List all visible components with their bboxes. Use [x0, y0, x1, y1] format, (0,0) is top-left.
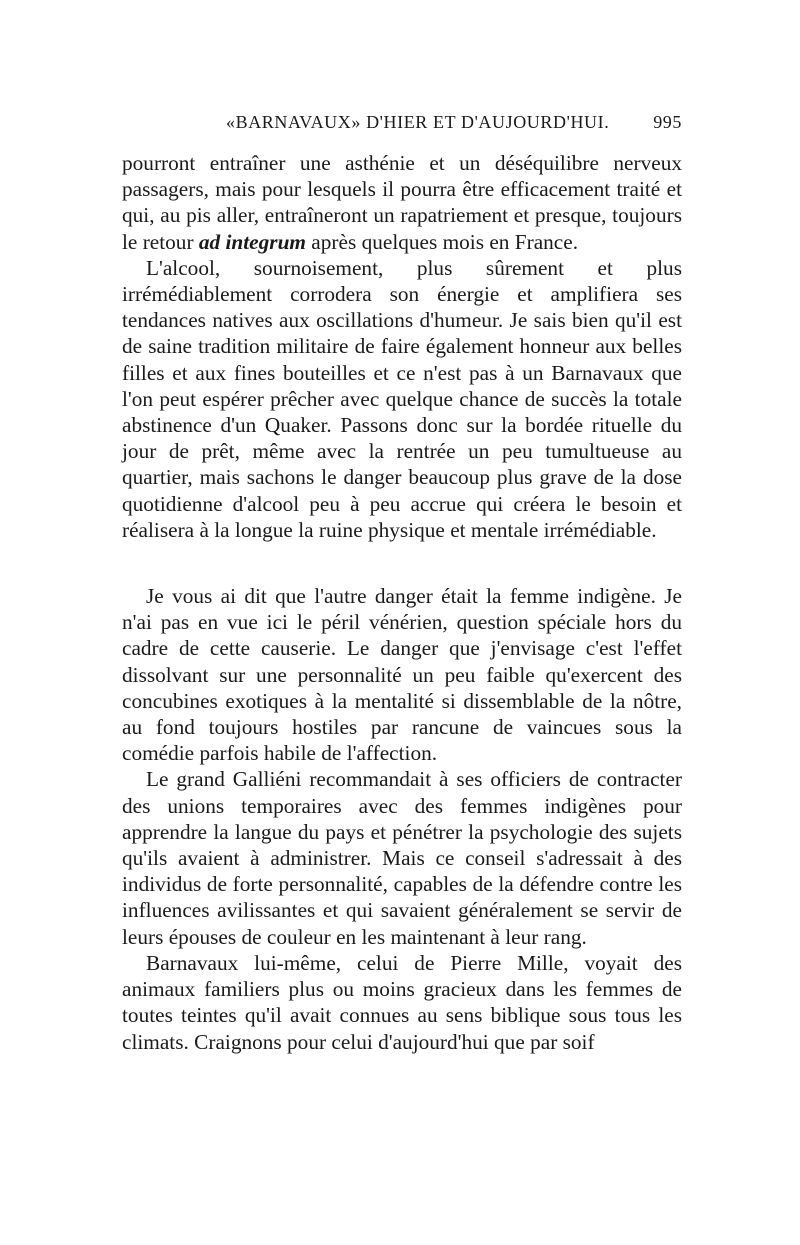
running-title: «BARNAVAUX» D'HIER ET D'AUJOURD'HUI.: [226, 112, 610, 132]
paragraph-1-text-after: après quelques mois en France.: [305, 229, 579, 254]
page-number: 995: [653, 112, 682, 132]
page-header: [122, 112, 682, 142]
body-text: [122, 150, 682, 1055]
paragraph-2: L'alcool, sournoisement, plus sûrement et plus irrémédiablement corrodera son énergie et amplifiera ses tendances natives aux oscillations d'humeur. Je sais bien qu'il est de saine tradition militaire de faire également honneur aux belles filles et aux fines bouteilles et ce n'est pas à un Barnavaux que l'on peut espérer prêcher avec quelque chance de succès la totale abstinence d'un Quaker. Passons donc sur la bordée rituelle du jour de prêt, même avec la rentrée un peu tumultueuse au quartier, mais sachons le danger beaucoup plus grave de la dose quotidienne d'alcool peu à peu accrue qui créera le besoin et réalisera à la longue la ruine physique et mentale irrémédiable.: [122, 255, 682, 542]
paragraph-1: [122, 150, 682, 255]
paragraph-5: Barnavaux lui-même, celui de Pierre Mille, voyait des animaux familiers plus ou moins gracieux dans les femmes de toutes teintes qu'il avait connues au sens biblique sous tous les climats. Craignons pour celui d'aujourd'hui que par soif: [122, 950, 682, 1054]
paragraph-1-text-before: pourront entraîner une asthénie et un déséquilibre nerveux passagers, mais pour lesquels il pourra être efficacement traité et qui, au pis aller, entraîneront un rapatriement et presque, toujours le retour: [122, 151, 682, 254]
paragraph-3: Je vous ai dit que l'autre danger était la femme indigène. Je n'ai pas en vue ici le péril vénérien, question spéciale hors du cadre de cette causerie. Le danger que j'envisage c'est l'effet dissolvant sur une personnalité un peu faible qu'exercent des concubines exotiques à la mentalité si dissemblable de la nôtre, au fond toujours hostiles par rancune de vaincues sous la comédie parfois habile de l'affection.: [122, 584, 682, 766]
latin-phrase: ad integrum: [198, 229, 306, 254]
paragraph-4: Le grand Galliéni recommandait à ses officiers de contracter des unions temporaires avec des femmes indigènes pour apprendre la langue du pays et pénétrer la psychologie des sujets qu'ils avaient à administrer. Mais ce conseil s'adressait à des individus de forte personnalité, capables de la défendre contre les influences avilissantes et qui savaient généralement se servir de leurs épouses de couleur en les maintenant à leur rang.: [122, 767, 682, 949]
